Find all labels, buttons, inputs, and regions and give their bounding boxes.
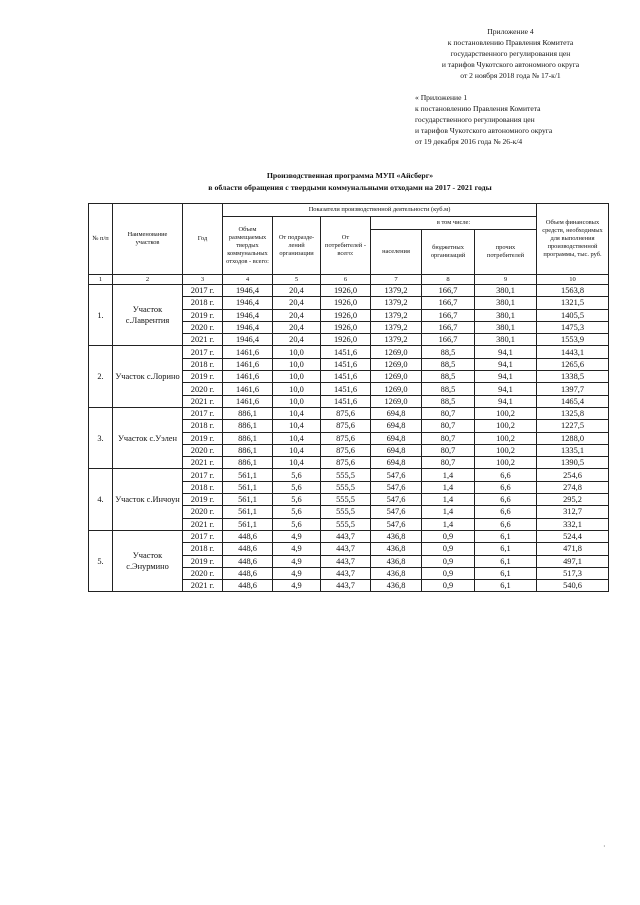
- from-consumers-cell: 443,7: [321, 567, 371, 579]
- site-number: 4.: [89, 469, 113, 530]
- from-org-cell: 5,6: [273, 494, 321, 506]
- from-consumers-cell: 443,7: [321, 530, 371, 542]
- other-cell: 100,2: [475, 407, 537, 419]
- finance-cell: 1227,5: [537, 420, 609, 432]
- volume-cell: 448,6: [223, 555, 273, 567]
- table-row: [89, 407, 609, 419]
- finance-cell: 524,4: [537, 530, 609, 542]
- budget-cell: 166,7: [422, 334, 475, 346]
- from-consumers-cell: 555,5: [321, 481, 371, 493]
- finance-cell: 1397,7: [537, 383, 609, 395]
- other-cell: 100,2: [475, 420, 537, 432]
- table-row: [89, 346, 609, 358]
- from-org-cell: 10,0: [273, 383, 321, 395]
- from-consumers-cell: 1451,6: [321, 346, 371, 358]
- from-org-cell: 10,4: [273, 420, 321, 432]
- year-cell: 2018 г.: [183, 297, 223, 309]
- from-org-cell: 4,9: [273, 555, 321, 567]
- volume-cell: 1461,6: [223, 358, 273, 370]
- from-consumers-cell: 875,6: [321, 457, 371, 469]
- from-consumers-cell: 1926,0: [321, 297, 371, 309]
- volume-cell: 561,1: [223, 494, 273, 506]
- finance-cell: 1390,5: [537, 457, 609, 469]
- finance-cell: 1465,4: [537, 395, 609, 407]
- from-org-cell: 10,0: [273, 358, 321, 370]
- header-year: Год: [183, 204, 223, 275]
- population-cell: 436,8: [371, 555, 422, 567]
- finance-cell: 1553,9: [537, 334, 609, 346]
- from-org-cell: 20,4: [273, 321, 321, 333]
- year-cell: 2017 г.: [183, 285, 223, 297]
- header-volume: Объем размещаемых твердых коммунальных отходов - всего:: [223, 217, 273, 275]
- from-org-cell: 20,4: [273, 309, 321, 321]
- budget-cell: 0,9: [422, 543, 475, 555]
- header-from-org: От подразде-лений организации: [273, 217, 321, 275]
- site-name: Участок с.Уэлен: [113, 407, 183, 468]
- population-cell: 1379,2: [371, 321, 422, 333]
- population-cell: 1379,2: [371, 297, 422, 309]
- budget-cell: 1,4: [422, 469, 475, 481]
- appendix-1-line: к постановлению Правления Комитета: [415, 104, 541, 113]
- volume-cell: 886,1: [223, 444, 273, 456]
- finance-cell: 274,8: [537, 481, 609, 493]
- budget-cell: 1,4: [422, 506, 475, 518]
- from-org-cell: 10,4: [273, 407, 321, 419]
- from-consumers-cell: 555,5: [321, 518, 371, 530]
- table-row: [89, 469, 609, 481]
- volume-cell: 448,6: [223, 580, 273, 592]
- from-org-cell: 5,6: [273, 506, 321, 518]
- header-finance: Объем финансовых средств, необходимых для выполнения производственной программы, тыс. руб.: [537, 204, 609, 275]
- header-budget: бюджетных организаций: [422, 230, 475, 275]
- other-cell: 100,2: [475, 444, 537, 456]
- from-consumers-cell: 555,5: [321, 506, 371, 518]
- from-org-cell: 4,9: [273, 567, 321, 579]
- from-consumers-cell: 875,6: [321, 420, 371, 432]
- finance-cell: 1321,5: [537, 297, 609, 309]
- other-cell: 380,1: [475, 321, 537, 333]
- finance-cell: 332,1: [537, 518, 609, 530]
- year-cell: 2017 г.: [183, 407, 223, 419]
- budget-cell: 80,7: [422, 407, 475, 419]
- from-consumers-cell: 1926,0: [321, 321, 371, 333]
- finance-cell: 497,1: [537, 555, 609, 567]
- budget-cell: 80,7: [422, 444, 475, 456]
- volume-cell: 448,6: [223, 530, 273, 542]
- budget-cell: 0,9: [422, 555, 475, 567]
- from-org-cell: 10,0: [273, 346, 321, 358]
- budget-cell: 166,7: [422, 321, 475, 333]
- appendix-4-line: государственного регулирования цен: [450, 49, 571, 58]
- appendix-1-line: от 19 декабря 2016 года № 26-к/4: [415, 137, 523, 146]
- finance-cell: 254,6: [537, 469, 609, 481]
- from-org-cell: 20,4: [273, 297, 321, 309]
- other-cell: 100,2: [475, 432, 537, 444]
- volume-cell: 561,1: [223, 481, 273, 493]
- appendix-1-line: государственного регулирования цен: [415, 115, 535, 124]
- from-org-cell: 10,0: [273, 371, 321, 383]
- population-cell: 436,8: [371, 543, 422, 555]
- production-program-table: [88, 203, 609, 592]
- budget-cell: 80,7: [422, 420, 475, 432]
- header-other: прочих потребителей: [475, 230, 537, 275]
- from-org-cell: 10,4: [273, 444, 321, 456]
- site-number: 5.: [89, 530, 113, 591]
- volume-cell: 1461,6: [223, 346, 273, 358]
- population-cell: 1269,0: [371, 371, 422, 383]
- volume-cell: 1461,6: [223, 395, 273, 407]
- year-cell: 2017 г.: [183, 469, 223, 481]
- volume-cell: 561,1: [223, 518, 273, 530]
- column-number: 4: [223, 275, 273, 285]
- finance-cell: 1325,8: [537, 407, 609, 419]
- from-org-cell: 4,9: [273, 530, 321, 542]
- year-cell: 2020 г.: [183, 506, 223, 518]
- title-line-2: в области обращения с твердыми коммунальными отходами на 2017 - 2021 годы: [208, 183, 492, 192]
- from-consumers-cell: 1926,0: [321, 334, 371, 346]
- site-number: 1.: [89, 285, 113, 346]
- year-cell: 2018 г.: [183, 420, 223, 432]
- other-cell: 100,2: [475, 457, 537, 469]
- from-consumers-cell: 1451,6: [321, 395, 371, 407]
- budget-cell: 1,4: [422, 494, 475, 506]
- year-cell: 2017 г.: [183, 530, 223, 542]
- from-consumers-cell: 443,7: [321, 580, 371, 592]
- budget-cell: 88,5: [422, 383, 475, 395]
- column-number: 3: [183, 275, 223, 285]
- from-org-cell: 10,4: [273, 457, 321, 469]
- column-number: 6: [321, 275, 371, 285]
- volume-cell: 1461,6: [223, 371, 273, 383]
- budget-cell: 0,9: [422, 530, 475, 542]
- year-cell: 2020 г.: [183, 383, 223, 395]
- population-cell: 436,8: [371, 567, 422, 579]
- finance-cell: 1335,1: [537, 444, 609, 456]
- population-cell: 547,6: [371, 506, 422, 518]
- budget-cell: 88,5: [422, 358, 475, 370]
- volume-cell: 448,6: [223, 543, 273, 555]
- appendix-4-line: к постановлению Правления Комитета: [447, 38, 574, 47]
- volume-cell: 886,1: [223, 407, 273, 419]
- header-indicators-group: Показатели производственной деятельности (куб.м): [223, 204, 537, 217]
- budget-cell: 88,5: [422, 371, 475, 383]
- column-number: 5: [273, 275, 321, 285]
- population-cell: 1379,2: [371, 309, 422, 321]
- budget-cell: 88,5: [422, 346, 475, 358]
- from-consumers-cell: 1451,6: [321, 358, 371, 370]
- year-cell: 2021 г.: [183, 395, 223, 407]
- site-number: 2.: [89, 346, 113, 407]
- year-cell: 2021 г.: [183, 518, 223, 530]
- other-cell: 380,1: [475, 285, 537, 297]
- year-cell: 2021 г.: [183, 580, 223, 592]
- population-cell: 1379,2: [371, 285, 422, 297]
- other-cell: 94,1: [475, 383, 537, 395]
- scan-dot: ·: [603, 842, 606, 851]
- other-cell: 6,6: [475, 494, 537, 506]
- from-consumers-cell: 443,7: [321, 555, 371, 567]
- year-cell: 2017 г.: [183, 346, 223, 358]
- population-cell: 1379,2: [371, 334, 422, 346]
- table-row: [89, 530, 609, 542]
- site-name: Участок с.Энурмино: [113, 530, 183, 591]
- population-cell: 547,6: [371, 481, 422, 493]
- year-cell: 2018 г.: [183, 481, 223, 493]
- header-from-consumers: От потребителей - всего:: [321, 217, 371, 275]
- year-cell: 2020 г.: [183, 321, 223, 333]
- population-cell: 1269,0: [371, 395, 422, 407]
- from-consumers-cell: 875,6: [321, 407, 371, 419]
- from-org-cell: 20,4: [273, 334, 321, 346]
- appendix-4-line: и тарифов Чукотского автономного округа: [441, 60, 580, 69]
- other-cell: 380,1: [475, 309, 537, 321]
- from-org-cell: 20,4: [273, 285, 321, 297]
- from-consumers-cell: 1451,6: [321, 383, 371, 395]
- site-number: 3.: [89, 407, 113, 468]
- other-cell: 380,1: [475, 334, 537, 346]
- year-cell: 2019 г.: [183, 432, 223, 444]
- budget-cell: 88,5: [422, 395, 475, 407]
- finance-cell: 1443,1: [537, 346, 609, 358]
- year-cell: 2021 г.: [183, 334, 223, 346]
- budget-cell: 1,4: [422, 481, 475, 493]
- finance-cell: 312,7: [537, 506, 609, 518]
- finance-cell: 1475,3: [537, 321, 609, 333]
- year-cell: 2021 г.: [183, 457, 223, 469]
- site-name: Участок с.Инчоун: [113, 469, 183, 530]
- finance-cell: 295,2: [537, 494, 609, 506]
- column-number: 7: [371, 275, 422, 285]
- column-number: 10: [537, 275, 609, 285]
- from-org-cell: 4,9: [273, 543, 321, 555]
- from-consumers-cell: 555,5: [321, 494, 371, 506]
- year-cell: 2020 г.: [183, 567, 223, 579]
- budget-cell: 1,4: [422, 518, 475, 530]
- year-cell: 2020 г.: [183, 444, 223, 456]
- column-number: 2: [113, 275, 183, 285]
- volume-cell: 1946,4: [223, 285, 273, 297]
- column-number: 1: [89, 275, 113, 285]
- population-cell: 694,8: [371, 420, 422, 432]
- from-org-cell: 5,6: [273, 518, 321, 530]
- other-cell: 6,1: [475, 567, 537, 579]
- appendix-4-line: Приложение 4: [487, 27, 534, 36]
- finance-cell: 1288,0: [537, 432, 609, 444]
- header-name: Наименование участков: [113, 204, 183, 275]
- from-consumers-cell: 875,6: [321, 432, 371, 444]
- volume-cell: 1946,4: [223, 297, 273, 309]
- finance-cell: 1338,5: [537, 371, 609, 383]
- table-body: [89, 285, 609, 592]
- volume-cell: 1946,4: [223, 334, 273, 346]
- finance-cell: 517,3: [537, 567, 609, 579]
- table-row: [89, 285, 609, 297]
- from-consumers-cell: 443,7: [321, 543, 371, 555]
- from-consumers-cell: 1451,6: [321, 371, 371, 383]
- title-line-1: Производственная программа МУП «Айсберг»: [266, 171, 434, 180]
- finance-cell: 471,8: [537, 543, 609, 555]
- population-cell: 547,6: [371, 469, 422, 481]
- other-cell: 6,1: [475, 543, 537, 555]
- site-name: Участок с.Лаврентия: [113, 285, 183, 346]
- other-cell: 6,1: [475, 555, 537, 567]
- population-cell: 436,8: [371, 530, 422, 542]
- population-cell: 694,8: [371, 444, 422, 456]
- budget-cell: 166,7: [422, 309, 475, 321]
- other-cell: 94,1: [475, 358, 537, 370]
- budget-cell: 80,7: [422, 457, 475, 469]
- from-consumers-cell: 555,5: [321, 469, 371, 481]
- header-including: в том числе:: [371, 217, 537, 230]
- other-cell: 380,1: [475, 297, 537, 309]
- column-number: 9: [475, 275, 537, 285]
- other-cell: 6,6: [475, 469, 537, 481]
- volume-cell: 561,1: [223, 506, 273, 518]
- from-org-cell: 10,4: [273, 432, 321, 444]
- appendix-1-line: и тарифов Чукотского автономного округа: [415, 126, 553, 135]
- finance-cell: 1563,8: [537, 285, 609, 297]
- from-org-cell: 5,6: [273, 481, 321, 493]
- from-org-cell: 5,6: [273, 469, 321, 481]
- population-cell: 436,8: [371, 580, 422, 592]
- other-cell: 94,1: [475, 395, 537, 407]
- finance-cell: 540,6: [537, 580, 609, 592]
- other-cell: 6,1: [475, 530, 537, 542]
- site-name: Участок с.Лорино: [113, 346, 183, 407]
- from-consumers-cell: 1926,0: [321, 309, 371, 321]
- population-cell: 1269,0: [371, 383, 422, 395]
- year-cell: 2019 г.: [183, 494, 223, 506]
- population-cell: 1269,0: [371, 346, 422, 358]
- appendix-4-note: [418, 26, 603, 81]
- header-population: населения: [371, 230, 422, 275]
- other-cell: 6,1: [475, 580, 537, 592]
- appendix-4-line: от 2 ноября 2018 года № 17-к/1: [460, 71, 561, 80]
- column-numbers-row: [89, 275, 609, 285]
- budget-cell: 166,7: [422, 297, 475, 309]
- population-cell: 1269,0: [371, 358, 422, 370]
- from-org-cell: 10,0: [273, 395, 321, 407]
- volume-cell: 886,1: [223, 457, 273, 469]
- year-cell: 2018 г.: [183, 358, 223, 370]
- budget-cell: 80,7: [422, 432, 475, 444]
- other-cell: 6,6: [475, 481, 537, 493]
- population-cell: 547,6: [371, 494, 422, 506]
- population-cell: 694,8: [371, 407, 422, 419]
- other-cell: 94,1: [475, 346, 537, 358]
- volume-cell: 886,1: [223, 432, 273, 444]
- volume-cell: 448,6: [223, 567, 273, 579]
- volume-cell: 1946,4: [223, 309, 273, 321]
- population-cell: 694,8: [371, 432, 422, 444]
- population-cell: 547,6: [371, 518, 422, 530]
- finance-cell: 1265,6: [537, 358, 609, 370]
- volume-cell: 1946,4: [223, 321, 273, 333]
- population-cell: 694,8: [371, 457, 422, 469]
- from-consumers-cell: 1926,0: [321, 285, 371, 297]
- document-title: [140, 170, 560, 194]
- appendix-1-note: [415, 92, 615, 147]
- year-cell: 2019 г.: [183, 555, 223, 567]
- volume-cell: 886,1: [223, 420, 273, 432]
- header-num: № п/п: [89, 204, 113, 275]
- budget-cell: 166,7: [422, 285, 475, 297]
- other-cell: 6,6: [475, 518, 537, 530]
- volume-cell: 561,1: [223, 469, 273, 481]
- budget-cell: 0,9: [422, 567, 475, 579]
- column-number: 8: [422, 275, 475, 285]
- from-consumers-cell: 875,6: [321, 444, 371, 456]
- year-cell: 2018 г.: [183, 543, 223, 555]
- year-cell: 2019 г.: [183, 309, 223, 321]
- from-org-cell: 4,9: [273, 580, 321, 592]
- year-cell: 2019 г.: [183, 371, 223, 383]
- budget-cell: 0,9: [422, 580, 475, 592]
- other-cell: 94,1: [475, 371, 537, 383]
- finance-cell: 1405,5: [537, 309, 609, 321]
- appendix-1-line: « Приложение 1: [415, 93, 468, 102]
- volume-cell: 1461,6: [223, 383, 273, 395]
- other-cell: 6,6: [475, 506, 537, 518]
